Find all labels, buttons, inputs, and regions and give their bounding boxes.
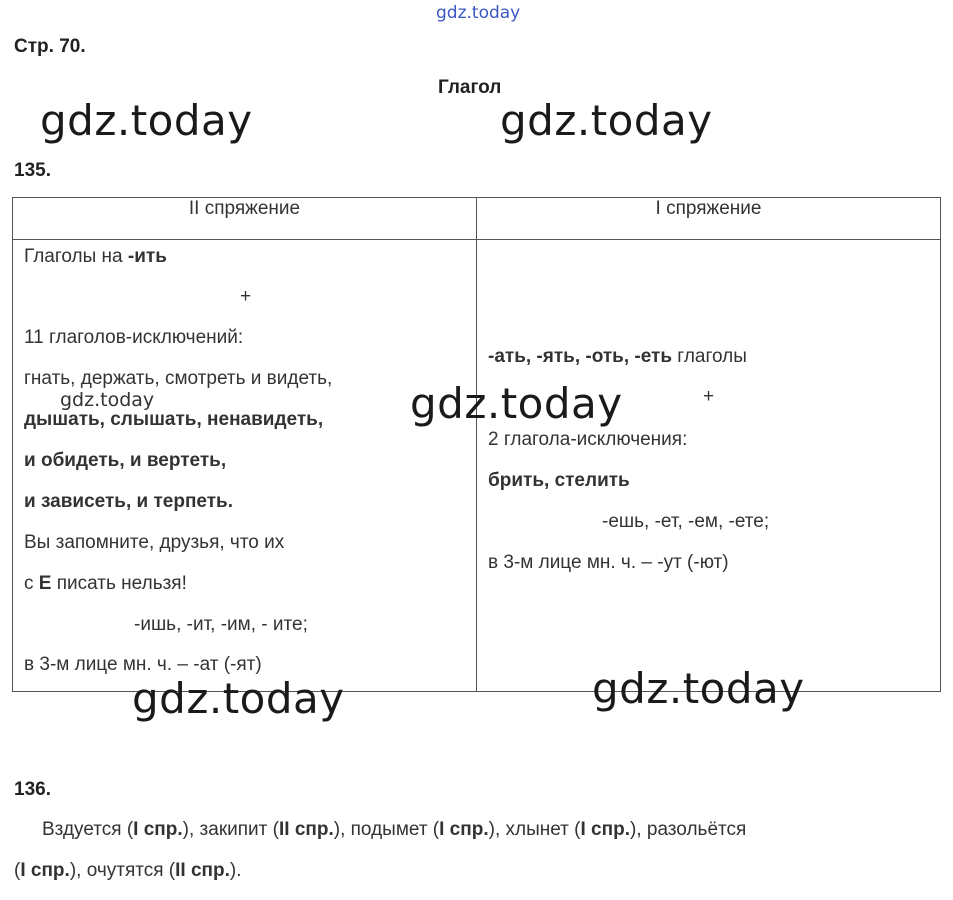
answer-136-line2-run-1: I спр. bbox=[20, 860, 70, 881]
right-third-person: в 3-м лице мн. ч. – -ут (-ют) bbox=[488, 552, 729, 573]
answer-136-line1-run-7: I спр. bbox=[580, 819, 630, 840]
watermark-4: gdz.today bbox=[132, 674, 345, 723]
section-title: Глагол bbox=[438, 77, 502, 98]
right-line-2: 2 глагола-исключения: bbox=[488, 429, 688, 450]
watermark-1: gdz.today bbox=[40, 96, 253, 145]
left-line-7: Вы запомните, друзья, что их bbox=[24, 532, 285, 553]
left-line-1-text: Глаголы на bbox=[24, 246, 128, 267]
right-line-1-endings: -ать, -ять, -оть, -еть bbox=[488, 346, 673, 367]
watermark-top: gdz.today bbox=[436, 3, 521, 23]
first-conjugation-cell bbox=[477, 240, 941, 692]
answer-136-line2-run-2: ), очутятся ( bbox=[69, 860, 176, 881]
header-first-conjugation: I спряжение bbox=[477, 198, 941, 240]
second-conjugation-cell bbox=[13, 240, 477, 692]
left-plus: + bbox=[240, 286, 252, 307]
answer-136-line1-run-4: ), подымет ( bbox=[333, 819, 440, 840]
left-line-6: и зависеть, и терпеть. bbox=[24, 491, 233, 512]
task-136-number: 136. bbox=[14, 779, 51, 800]
right-plus: + bbox=[703, 386, 715, 407]
right-line-3: брить, стелить bbox=[488, 470, 630, 491]
task-135-number: 135. bbox=[14, 160, 51, 181]
answer-136-line-1 bbox=[42, 819, 746, 841]
watermark-2: gdz.today bbox=[500, 96, 713, 145]
answer-136-line-2 bbox=[14, 860, 242, 882]
left-line-4: дышать, слышать, ненавидеть, bbox=[24, 409, 324, 430]
answer-136-line2-run-3: II спр. bbox=[175, 860, 230, 881]
page-reference: Стр. 70. bbox=[14, 36, 86, 57]
left-line-1 bbox=[24, 246, 167, 268]
left-line-1-ending: -ить bbox=[127, 246, 167, 267]
left-line-2: 11 глаголов-исключений: bbox=[24, 327, 244, 348]
left-line-5: и обидеть, и вертеть, bbox=[24, 450, 227, 471]
answer-136-line2-run-0: ( bbox=[14, 860, 21, 881]
right-endings: -ешь, -ет, -ем, -ете; bbox=[602, 511, 770, 532]
answer-136-line1-run-8: ), разольётся bbox=[630, 819, 747, 840]
conjugation-table bbox=[12, 197, 941, 692]
answer-136-line1-run-6: ), хлынет ( bbox=[488, 819, 581, 840]
answer-136-line1-run-3: II спр. bbox=[278, 819, 334, 840]
right-line-1-text: глаголы bbox=[672, 346, 747, 367]
right-line-1 bbox=[488, 346, 747, 368]
left-line-8-letter: Е bbox=[38, 573, 52, 594]
answer-136-line2-run-4: ). bbox=[229, 860, 242, 881]
answer-136-line1-run-0: Вздуется ( bbox=[42, 819, 134, 840]
left-endings: -ишь, -ит, -им, - ите; bbox=[134, 614, 308, 635]
left-line-8-c: писать нельзя! bbox=[51, 573, 187, 594]
left-third-person: в 3-м лице мн. ч. – -ат (-ят) bbox=[24, 654, 262, 675]
watermark-5: gdz.today bbox=[592, 664, 805, 713]
left-line-3: гнать, держать, смотреть и видеть, bbox=[24, 368, 333, 389]
watermark-small-table: gdz.today bbox=[60, 389, 155, 411]
answer-136-line1-run-1: I спр. bbox=[133, 819, 183, 840]
answer-136-line1-run-2: ), закипит ( bbox=[182, 819, 279, 840]
watermark-3: gdz.today bbox=[410, 379, 623, 428]
header-second-conjugation: II спряжение bbox=[13, 198, 477, 240]
answer-136-line1-run-5: I спр. bbox=[439, 819, 489, 840]
left-line-8 bbox=[24, 573, 187, 595]
left-line-8-a: с bbox=[24, 573, 39, 594]
